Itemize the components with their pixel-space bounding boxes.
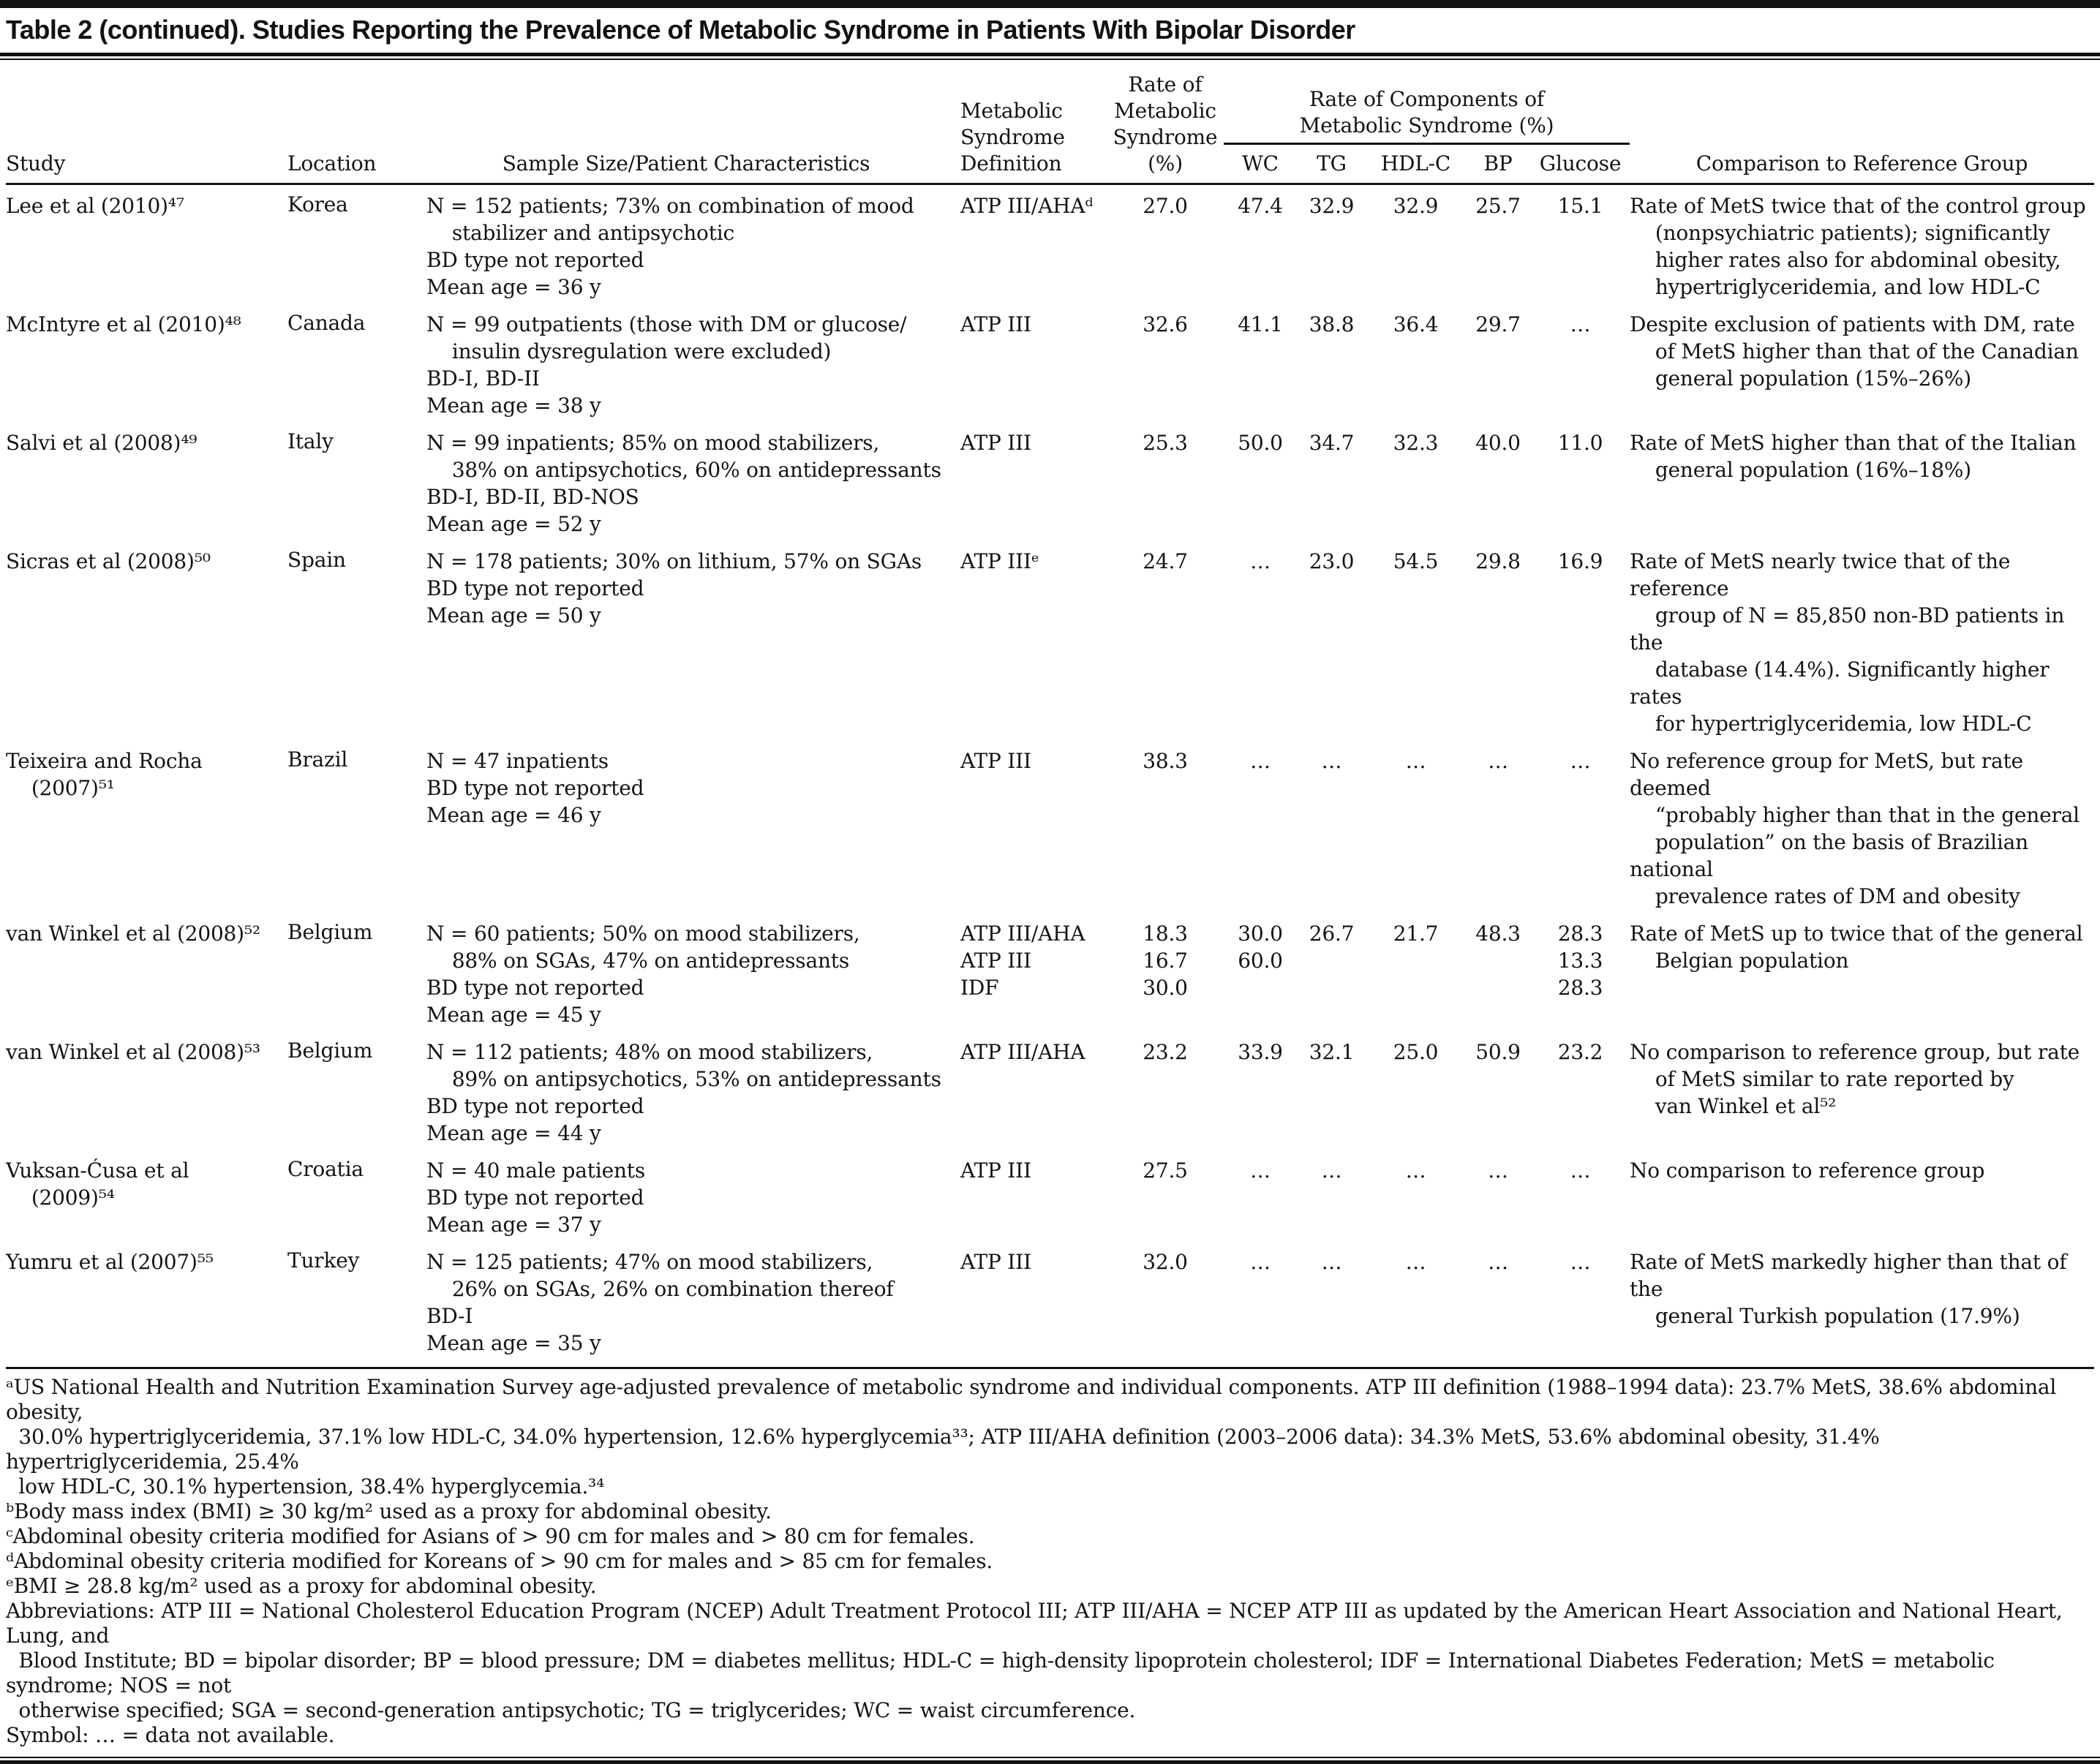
glucose-cell: 28.3 13.3 28.3: [1557, 921, 1603, 1000]
comparison-cell: No comparison to reference group: [1630, 1158, 1985, 1183]
comparison-cell: Despite exclusion of patients with DM, rate of MetS higher than that of the Canadian general population (15%–26%): [1630, 312, 2079, 391]
mets-rate-cell: 24.7: [1143, 549, 1188, 573]
location-cell: Turkey: [287, 1248, 360, 1273]
hdlc-cell: 54.5: [1393, 549, 1439, 573]
wc-cell: …: [1250, 1250, 1271, 1274]
bp-cell: …: [1488, 1158, 1508, 1183]
sample-cell: N = 60 patients; 50% on mood stabilizers, 88% on SGAs, 47% on antidepressants BD type not reported Mean age = 45 y: [426, 921, 860, 1027]
hdlc-cell: 32.9: [1393, 194, 1439, 218]
bp-cell: 50.9: [1475, 1040, 1521, 1064]
table-body: [6, 185, 2094, 1369]
column-header-wc: WC: [1242, 151, 1279, 176]
tg-cell: 34.7: [1309, 431, 1355, 455]
hdlc-cell: 21.7: [1393, 921, 1439, 946]
tg-cell: 26.7: [1309, 921, 1355, 946]
wc-cell: …: [1250, 749, 1271, 773]
study-cell: Yumru et al (2007)⁵⁵: [6, 1250, 214, 1274]
row-salvi-2008: [6, 429, 2094, 548]
study-cell: Teixeira and Rocha (2007)⁵¹: [6, 749, 203, 800]
study-cell: Lee et al (2010)⁴⁷: [6, 194, 184, 218]
sample-cell: N = 47 inpatients BD type not reported Mean age = 46 y: [426, 749, 644, 827]
row-mcintyre-2010: [6, 311, 2094, 429]
column-header-glucose: Glucose: [1539, 151, 1622, 176]
sample-cell: N = 125 patients; 47% on mood stabilizers, 26% on SGAs, 26% on combination thereof BD-I Mean age = 35 y: [426, 1250, 894, 1355]
bp-cell: 29.7: [1475, 312, 1521, 336]
location-cell: Italy: [287, 429, 334, 453]
definition-cell: ATP III: [960, 1250, 1031, 1274]
mets-rate-cell: 32.6: [1143, 312, 1188, 336]
hdlc-cell: …: [1405, 1250, 1426, 1274]
location-cell: Brazil: [287, 747, 348, 772]
comparison-cell: Rate of MetS higher than that of the Italian general population (16%–18%): [1630, 431, 2077, 482]
column-header-study: Study: [6, 151, 66, 176]
glucose-cell: 23.2: [1557, 1040, 1603, 1064]
glucose-cell: 15.1: [1557, 194, 1603, 218]
column-header-sample: Sample Size/Patient Characteristics: [502, 151, 870, 176]
study-cell: McIntyre et al (2010)⁴⁸: [6, 312, 241, 336]
location-cell: Spain: [287, 548, 346, 572]
title-divider: [0, 53, 2100, 60]
row-vuksan-cusa-2009: [6, 1157, 2094, 1248]
definition-cell: ATP IIIᵉ: [960, 549, 1039, 573]
glucose-cell: …: [1570, 1250, 1591, 1274]
row-sicras-2008: [6, 548, 2094, 747]
sample-cell: N = 40 male patients BD type not reported Mean age = 37 y: [426, 1158, 646, 1237]
bp-cell: 25.7: [1475, 194, 1521, 218]
column-header-bp: BP: [1483, 151, 1513, 176]
tg-cell: …: [1321, 749, 1342, 773]
row-yumru-2007: [6, 1248, 2094, 1367]
row-van-winkel-2008-53: [6, 1039, 2094, 1157]
definition-cell: ATP III/AHA ATP III IDF: [960, 921, 1085, 1000]
wc-cell: 47.4: [1238, 194, 1283, 218]
hdlc-cell: 36.4: [1393, 312, 1439, 336]
column-header-tg: TG: [1317, 151, 1347, 176]
comparison-cell: No comparison to reference group, but rate of MetS similar to rate reported by van Winkel et al⁵²: [1630, 1040, 2080, 1118]
definition-cell: ATP III/AHAᵈ: [960, 194, 1094, 218]
bp-cell: 40.0: [1475, 431, 1521, 455]
glucose-cell: …: [1570, 1158, 1591, 1183]
mets-rate-cell: 32.0: [1143, 1250, 1188, 1274]
study-cell: Vuksan-Ćusa et al (2009)⁵⁴: [6, 1158, 189, 1210]
wc-cell: 41.1: [1238, 312, 1283, 336]
tg-cell: …: [1321, 1158, 1342, 1183]
location-cell: Croatia: [287, 1157, 364, 1181]
tg-cell: …: [1321, 1250, 1342, 1274]
bottom-divider: [0, 1757, 2100, 1764]
tg-cell: 23.0: [1309, 549, 1355, 573]
location-cell: Belgium: [287, 920, 373, 944]
sample-cell: N = 99 outpatients (those with DM or glucose/ insulin dysregulation were excluded) BD-I, BD-II Mean age = 38 y: [426, 312, 907, 418]
sample-cell: N = 99 inpatients; 85% on mood stabilizers, 38% on antipsychotics, 60% on antidepressants BD-I, BD-II, BD-NOS Mean age = 52 y: [426, 431, 941, 536]
column-header-mets-rate: Rate of Metabolic Syndrome (%): [1113, 72, 1218, 176]
study-cell: Salvi et al (2008)⁴⁹: [6, 431, 197, 455]
wc-cell: 50.0: [1238, 431, 1283, 455]
wc-cell: …: [1250, 1158, 1271, 1183]
location-cell: Canada: [287, 311, 366, 335]
sample-cell: N = 178 patients; 30% on lithium, 57% on SGAs BD type not reported Mean age = 50 y: [426, 549, 922, 627]
comparison-cell: Rate of MetS nearly twice that of the reference group of N = 85,850 non-BD patients in the database (14.4%). Significantly higher rates for hypertriglyceridemia, low HDL-C: [1630, 549, 2071, 736]
comparison-cell: Rate of MetS up to twice that of the general Belgian population: [1630, 921, 2083, 973]
column-header-location: Location: [287, 151, 377, 176]
column-header-comparison: Comparison to Reference Group: [1696, 151, 2028, 176]
definition-cell: ATP III: [960, 749, 1031, 773]
comparison-cell: Rate of MetS markedly higher than that of the general Turkish population (17.9%): [1630, 1250, 2074, 1328]
study-cell: Sicras et al (2008)⁵⁰: [6, 549, 211, 573]
comparison-cell: Rate of MetS twice that of the control group (nonpsychiatric patients); significantly higher rates also for abdominal obesity, hypertriglyceridemia, and low HDL-C: [1630, 194, 2086, 299]
row-van-winkel-2008-52: [6, 920, 2094, 1039]
bp-cell: …: [1488, 1250, 1508, 1274]
sample-cell: N = 152 patients; 73% on combination of mood stabilizer and antipsychotic BD type not reported Mean age = 36 y: [426, 194, 914, 299]
glucose-cell: 11.0: [1557, 431, 1603, 455]
glucose-cell: …: [1570, 749, 1591, 773]
components-subheaders: [1224, 145, 1630, 177]
bp-cell: 29.8: [1475, 549, 1521, 573]
definition-cell: ATP III: [960, 312, 1031, 336]
study-cell: van Winkel et al (2008)⁵³: [6, 1040, 260, 1064]
glucose-cell: 16.9: [1557, 549, 1603, 573]
tg-cell: 32.1: [1309, 1040, 1355, 1064]
wc-cell: …: [1250, 549, 1271, 573]
comparison-cell: No reference group for MetS, but rate deemed “probably higher than that in the general population” on the basis of Brazilian national prevalence rates of DM and obesity: [1630, 749, 2080, 908]
hdlc-cell: …: [1405, 749, 1426, 773]
row-lee-2010: [6, 192, 2094, 311]
tg-cell: 32.9: [1309, 194, 1355, 218]
tg-cell: 38.8: [1309, 312, 1355, 336]
study-cell: van Winkel et al (2008)⁵²: [6, 921, 260, 946]
mets-rate-cell: 25.3: [1143, 431, 1188, 455]
mets-rate-cell: 18.3 16.7 30.0: [1143, 921, 1188, 1000]
top-rule-bar: [0, 0, 2100, 8]
location-cell: Belgium: [287, 1039, 373, 1063]
definition-cell: ATP III: [960, 431, 1031, 455]
mets-rate-cell: 27.0: [1143, 194, 1188, 218]
bp-cell: 48.3: [1475, 921, 1521, 946]
table-footnotes: ᵃUS National Health and Nutrition Examination Survey age-adjusted prevalence of metabolic syndrome and individual components. ATP III definition (1988–1994 data): 23.7% MetS, 38.6% abdominal obesity, 30.0% hypertriglyceridemia, 37.1% low HDL-C, 34.0% hypertension, 12.6% hyperglycemia³³; ATP III/AHA definition (2003–2006 data): 34.3% MetS, 53.6% abdominal obesity, 31.4% hypertriglyceridemia, 25.4% low HDL-C, 30.1% hypertension, 38.4% hyperglycemia.³⁴ ᵇBody mass index (BMI) ≥ 30 kg/m² used as a proxy for abdominal obesity. ᶜAbdominal obesity criteria modified for Asians of > 90 cm for males and > 80 cm for females. ᵈAbdominal obesity criteria modified for Koreans of > 90 cm for males and > 85 cm for females. ᵉBMI ≥ 28.8 kg/m² used as a proxy for abdominal obesity. Abbreviations: ATP III = National Cholesterol Education Program (NCEP) Adult Treatment Protocol III; ATP III/AHA = NCEP ATP III as updated by the American Heart Association and National Heart, Lung, and Blood Institute; BD = bipolar disorder; BP = blood pressure; DM = diabetes mellitus; HDL-C = high-density lipoprotein cholesterol; IDF = International Diabetes Federation; MetS = metabolic syndrome; NOS = not otherwise specified; SGA = second-generation antipsychotic; TG = triglycerides; WC = waist circumference. Symbol: … = data not available.: [6, 1375, 2069, 1747]
components-group-label: Rate of Components of Metabolic Syndrome (%): [1224, 86, 1630, 145]
hdlc-cell: …: [1405, 1158, 1426, 1183]
mets-rate-cell: 38.3: [1143, 749, 1188, 773]
table-header: [6, 60, 2094, 185]
column-header-definition: Metabolic Syndrome Definition: [960, 99, 1065, 176]
wc-cell: 30.0 60.0: [1238, 921, 1283, 973]
definition-cell: ATP III/AHA: [960, 1040, 1085, 1064]
mets-rate-cell: 23.2: [1143, 1040, 1188, 1064]
table-title: Table 2 (continued). Studies Reporting the Prevalence of Metabolic Syndrome in Patients With Bipolar Disorder: [6, 15, 1355, 45]
bp-cell: …: [1488, 749, 1508, 773]
hdlc-cell: 32.3: [1393, 431, 1439, 455]
column-header-hdlc: HDL-C: [1380, 151, 1451, 176]
wc-cell: 33.9: [1238, 1040, 1283, 1064]
glucose-cell: …: [1570, 312, 1591, 336]
row-teixeira-rocha-2007: [6, 747, 2094, 920]
hdlc-cell: 25.0: [1393, 1040, 1439, 1064]
location-cell: Korea: [287, 192, 348, 216]
column-group-components: [1224, 86, 1630, 177]
definition-cell: ATP III: [960, 1158, 1031, 1183]
mets-rate-cell: 27.5: [1143, 1158, 1188, 1183]
sample-cell: N = 112 patients; 48% on mood stabilizers, 89% on antipsychotics, 53% on antidepressants BD type not reported Mean age = 44 y: [426, 1040, 941, 1145]
